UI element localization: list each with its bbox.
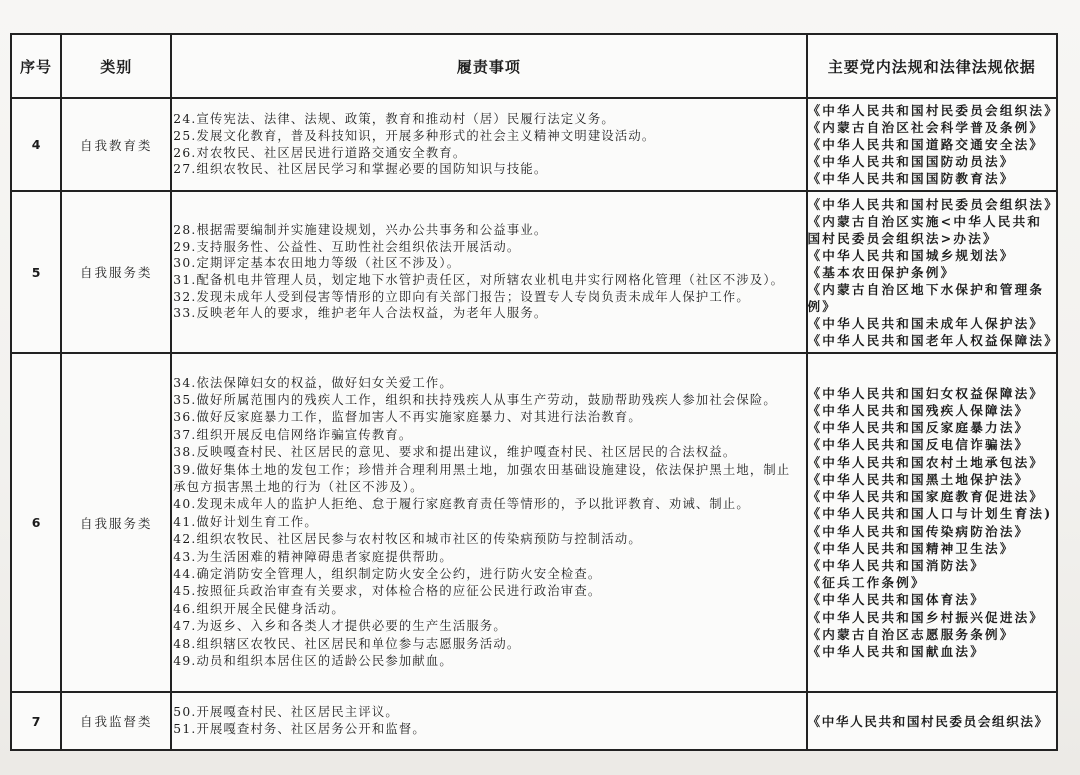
duty-item: 46.组织开展全民健身活动。	[173, 601, 345, 616]
row-number: 7	[11, 692, 61, 750]
basis-item: 《中华人民共和国村民委员会组织法》	[807, 196, 1059, 212]
duty-list	[171, 98, 806, 191]
basis-item: 《中华人民共和国乡村振兴促进法》	[807, 609, 1045, 625]
duty-item: 37.组织开展反电信网络诈骗宣传教育。	[173, 427, 413, 442]
duty-item: 34.依法保障妇女的权益，做好妇女关爱工作。	[173, 375, 453, 390]
basis-item: 《内蒙古自治区实施<中华人民共和国村民委员会组织法>办法》	[807, 213, 1043, 246]
basis-item: 《内蒙古自治区志愿服务条例》	[807, 626, 1015, 642]
duty-item: 47.为返乡、入乡和各类人才提供必要的生产生活服务。	[173, 619, 507, 634]
basis-item: 《中华人民共和国未成年人保护法》	[807, 315, 1045, 331]
basis-item: 《中华人民共和国黑土地保护法》	[807, 471, 1030, 487]
table-row	[11, 98, 1057, 191]
duty-item: 50.开展嘎查村民、社区居民主评议。	[173, 705, 399, 720]
row-category: 自我服务类	[61, 353, 171, 692]
basis-item: 《中华人民共和国献血法》	[807, 643, 986, 659]
basis-item: 《中华人民共和国国防动员法》	[807, 154, 1015, 169]
row-category: 自我监督类	[61, 692, 171, 750]
duty-item: 36.做好反家庭暴力工作，监督加害人不再实施家庭暴力、对其进行法治教育。	[173, 410, 642, 425]
duty-item: 25.发展文化教育，普及科技知识，开展多种形式的社会主义精神文明建设活动。	[173, 128, 656, 143]
duty-item: 51.开展嘎查村务、社区居务公开和监督。	[173, 722, 426, 736]
basis-list	[807, 353, 1058, 692]
basis-item: 《中华人民共和国人口与计划生育法)	[807, 506, 1053, 522]
duty-item: 48.组织辖区农牧民、社区居民和单位参与志愿服务活动。	[173, 636, 521, 651]
basis-list	[807, 98, 1058, 191]
basis-item: 《中华人民共和国妇女权益保障法》	[807, 385, 1045, 401]
row-number: 6	[11, 353, 61, 692]
basis-list	[807, 191, 1058, 353]
duty-list	[171, 191, 806, 353]
basis-item: 《基本农田保护条例》	[807, 264, 956, 280]
duty-item: 38.反映嘎查村民、社区居民的意见、要求和提出建议，维护嘎查村民、社区居民的合法权益。	[173, 445, 737, 460]
basis-item: 《中华人民共和国消防法》	[807, 557, 986, 573]
row-category: 自我教育类	[61, 98, 171, 191]
duty-item: 42.组织农牧民、社区居民参与农村牧区和城市社区的传染病预防与控制活动。	[173, 532, 642, 547]
table-row	[11, 191, 1057, 353]
duty-item: 33.反映老年人的要求，维护老年人合法权益，为老年人服务。	[173, 306, 548, 321]
table-row	[11, 692, 1057, 750]
duty-table	[10, 33, 1058, 751]
basis-item: 《内蒙古自治区地下水保护和管理条例》	[807, 281, 1045, 314]
basis-item: 《中华人民共和国城乡规划法》	[807, 247, 1015, 263]
duty-item: 45.按照征兵政治审查有关要求，对体检合格的应征公民进行政治审查。	[173, 584, 602, 599]
basis-item: 《中华人民共和国村民委员会组织法》	[807, 713, 1049, 729]
duty-item: 32.发现未成年人受到侵害等情形的立即向有关部门报告；设置专人专岗负责未成年人保护工作。	[173, 289, 750, 304]
duty-item: 31.配备机电井管理人员，划定地下水管护责任区，对所辖农业机电井实行网格化管理（社区不涉及）。	[173, 273, 785, 287]
basis-item: 《中华人民共和国道路交通安全法》	[807, 137, 1045, 152]
basis-item: 《中华人民共和国老年人权益保障法》	[807, 332, 1059, 348]
basis-item: 《中华人民共和国村民委员会组织法》	[807, 103, 1059, 118]
duty-item: 44.确定消防安全管理人，组织制定防火安全公约，进行防火安全检查。	[173, 567, 602, 582]
basis-item: 《征兵工作条例》	[807, 575, 926, 591]
basis-item: 《中华人民共和国反电信诈骗法》	[807, 437, 1030, 453]
basis-item: 《中华人民共和国残疾人保障法》	[807, 403, 1030, 419]
basis-item: 《中华人民共和国传染病防治法》	[807, 523, 1030, 539]
duty-item: 24.宣传宪法、法律、法规、政策，教育和推动村（居）民履行法定义务。	[173, 112, 615, 127]
row-number: 4	[11, 98, 61, 191]
table-header-row	[11, 34, 1057, 98]
basis-list	[807, 692, 1058, 750]
duty-item: 26.对农牧民、社区居民进行道路交通安全教育。	[173, 145, 467, 160]
duty-list	[171, 353, 806, 692]
basis-item: 《中华人民共和国国防教育法》	[807, 171, 1015, 186]
basis-item: 《内蒙古自治区社会科学普及条例》	[807, 120, 1045, 135]
table-row	[11, 353, 1057, 692]
row-number: 5	[11, 191, 61, 353]
duty-item: 28.根据需要编制并实施建设规划，兴办公共事务和公益事业。	[173, 223, 548, 238]
duty-item: 39.做好集体土地的发包工作；珍惜并合理利用黑土地，加强农田基础设施建设，依法保护黑土地，制止承包方损害黑土地的行为（社区不涉及）。	[173, 462, 791, 494]
duty-list	[171, 692, 806, 750]
basis-item: 《中华人民共和国反家庭暴力法》	[807, 420, 1030, 436]
duty-item: 35.做好所属范围内的残疾人工作，组织和扶持残疾人从事生产劳动，鼓励帮助残疾人参加社会保险。	[173, 392, 777, 407]
duty-item: 41.做好计划生育工作。	[173, 514, 318, 529]
duty-item: 43.为生活困难的精神障碍患者家庭提供帮助。	[173, 549, 453, 564]
basis-item: 《中华人民共和国精神卫生法》	[807, 540, 1015, 556]
header-category: 类别	[61, 34, 171, 98]
header-duties: 履责事项	[171, 34, 806, 98]
row-category: 自我服务类	[61, 191, 171, 353]
basis-item: 《中华人民共和国体育法》	[807, 592, 986, 608]
duty-item: 30.定期评定基本农田地力等级（社区不涉及）。	[173, 256, 461, 271]
header-no: 序号	[11, 34, 61, 98]
basis-item: 《中华人民共和国家庭教育促进法》	[807, 489, 1045, 505]
duty-item: 29.支持服务性、公益性、互助性社会组织依法开展活动。	[173, 239, 521, 254]
header-basis: 主要党内法规和法律法规依据	[807, 34, 1058, 98]
duty-item: 27.组织农牧民、社区居民学习和掌握必要的国防知识与技能。	[173, 162, 548, 177]
duty-item: 49.动员和组织本居住区的适龄公民参加献血。	[173, 654, 453, 669]
duty-item: 40.发现未成年人的监护人拒绝、怠于履行家庭教育责任等情形的，予以批评教育、劝诫、制止。	[173, 497, 750, 512]
basis-item: 《中华人民共和国农村土地承包法》	[807, 454, 1045, 470]
